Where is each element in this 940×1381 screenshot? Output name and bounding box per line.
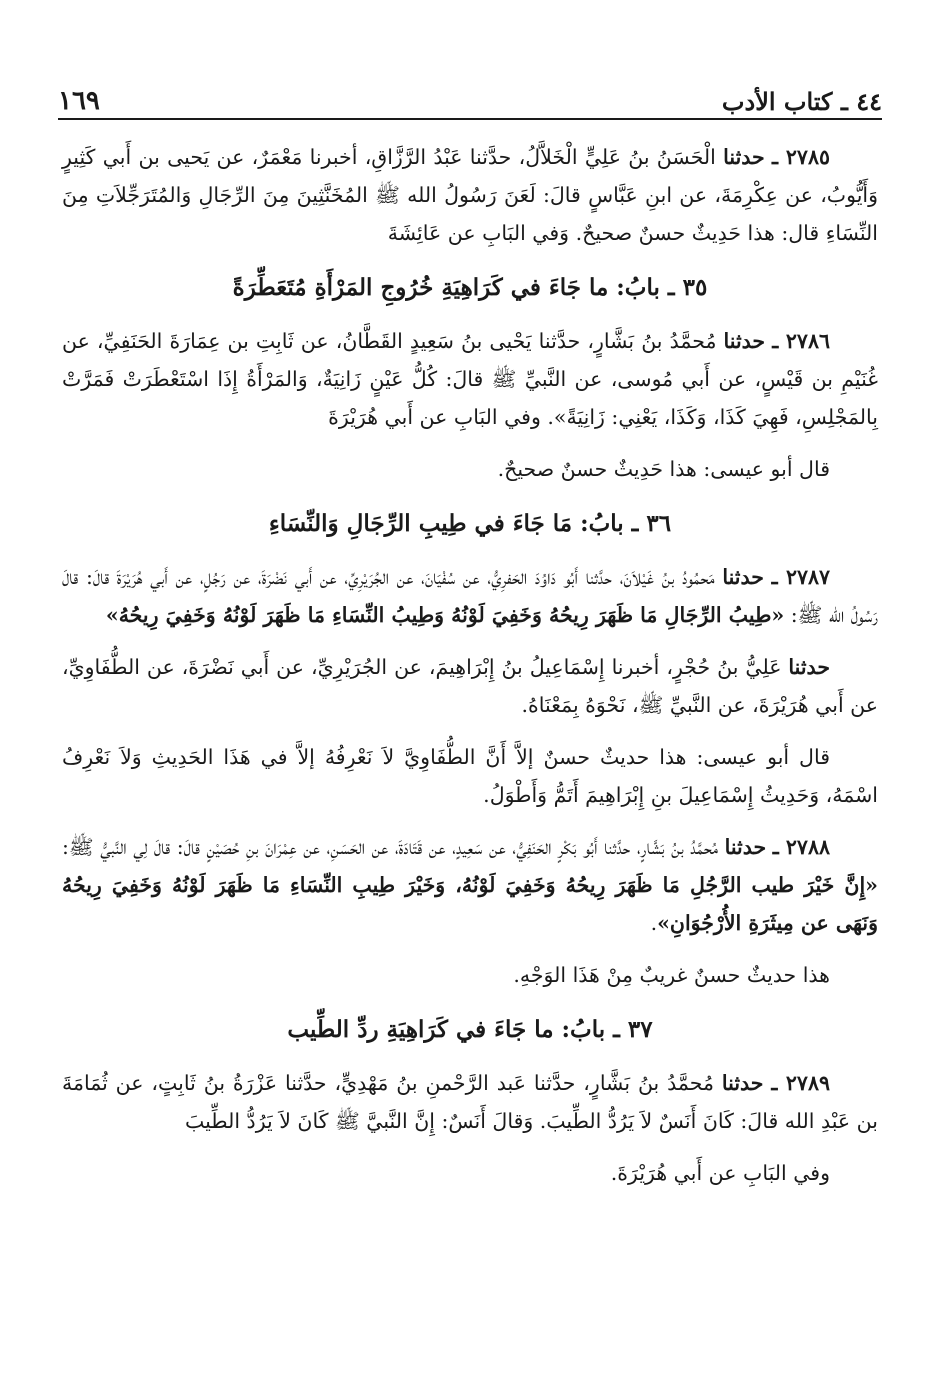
section-heading-35: ٣٥ ـ بابُ: ما جَاءَ في كَرَاهِيَةِ خُرُوجِ المَرْأَةِ مُتَعَطِّرَةً bbox=[232, 274, 708, 301]
grading-note-2788: هذا حديثٌ حسنٌ غريبٌ مِنْ هَذَا الوَجْهِ. bbox=[513, 963, 830, 987]
grading-note-2787: قال أبو عيسى: هذا حديثٌ حسنٌ إلاَّ أَنَّ الطُّفَاوِيَّ لاَ نَعْرِفُهُ إلاَّ في هَذَا الحَدِيثِ وَلاَ نَعْرِفُ اسْمَهُ، وَحَدِيثُ إِسْمَاعِيلَ بنِ إِبْرَاهِيمَ أَتَمُّ وَأَطْوَلُ. bbox=[62, 745, 878, 807]
hadith-text: مُحمَّدُ بنُ بَشَّارٍ، حدَّثنا يَحْيى بنُ سَعِيدٍ القَطَّانُ، عن ثَابِتِ بن عِمَارَةَ الحَنَفِيِّ، عن غُنَيْمِ بن قَيْسٍ، عن أَبي مُوسى، عن النَّبيِّ ﷺ قالَ: كُلُّ عَيْنٍ زَانِيَةٌ، وَالمَرْأَةُ إِذَا اسْتَعْطَرَتْ فَمَرَّتْ بِالمَجْلِسِ، فَهِيَ كَذَا، وَكَذَا، يَعْنِي: زَانِيَةً». وفي البَابِ عن أَبي هُرَيْرَةَ bbox=[62, 329, 878, 429]
hadith-text: مُحمَّدُ بنُ بَشَّارٍ، حدَّثنا أَبُو بَكْرٍ الحَنَفِيُّ، عن سَعِيدٍ، عن قَتَادَةَ، عن الحَسَنِ، عن عِمْرَانَ بنِ حُصَيْنٍ قالَ: قالَ لِي النَّبيُّ ﷺ: bbox=[62, 835, 719, 859]
hadith-2785 bbox=[62, 138, 878, 252]
chapter-title: ٤٤ ـ كتاب الأدب bbox=[721, 87, 882, 116]
hadith-number: ٢٧٨٧ ـ bbox=[771, 565, 830, 589]
page-number: ١٦٩ bbox=[58, 86, 100, 116]
section-heading-37: ٣٧ ـ بابُ: ما جَاءَ في كَرَاهِيَةِ ردِّ الطِّيب bbox=[287, 1016, 653, 1043]
hadith-lead: حدثنا bbox=[788, 655, 830, 679]
hadith-number: ٢٧٨٦ ـ bbox=[772, 329, 830, 353]
section-heading-36: ٣٦ ـ بابُ: مَا جَاءَ في طِيبِ الرِّجَالِ وَالنِّسَاءِ bbox=[268, 510, 672, 537]
page-header bbox=[58, 80, 882, 116]
closing-note-2789: وفي البَابِ عن أَبي هُرَيْرَةَ. bbox=[610, 1161, 830, 1185]
hadith-lead: حدثنا bbox=[724, 835, 767, 859]
hadith-text: عَلِيُّ بنُ حُجْرٍ، أخبرنا إِسْمَاعِيلُ بنُ إِبْرَاهِيمَ، عن الجُرَيْرِيِّ، عن أَبي نَضْرَةَ، عن الطُّفَاوِيِّ، عن أَبي هُرَيْرَةَ، عن النَّبيِّ ﷺ، نَحْوَهُ بِمَعْنَاهُ. bbox=[62, 655, 878, 717]
hadith-quote: «إِنَّ خَيْرَ طيب الرَّجُلِ مَا ظَهَرَ رِيحُهُ وَخَفِيَ لَوْنُهُ، وَخَيْرَ طِيبِ النِّسَاءِ مَا ظَهَرَ لَوْنُهُ وَخَفِيَ رِيحُهُ وَنَهَى عن مِيثَرَةِ الأُرْجُوَانِ» bbox=[62, 873, 878, 935]
hadith-lead: حدثنا bbox=[723, 145, 765, 169]
hadith-2788 bbox=[62, 828, 878, 942]
page-content bbox=[62, 138, 878, 1206]
hadith-number: ٢٧٨٩ ـ bbox=[771, 1071, 830, 1095]
hadith-2789 bbox=[62, 1064, 878, 1140]
hadith-text: مُحمَّدُ بنُ بَشَّارٍ، حدَّثنا عَبد الرَّحْمنِ بنُ مَهْدِيٍّ، حدَّثنا عَزْرَةُ بنُ ثَابِتٍ، عن ثُمَامَةَ بن عَبْدِ الله قالَ: كَانَ أَنَسٌ لاَ يَرُدُّ الطِّيبَ. وَقالَ أَنَسٌ: إِنَّ النَّبيَّ ﷺ كَانَ لاَ يَرُدُّ الطِّيبَ bbox=[62, 1071, 878, 1133]
hadith-text: مَحمُودُ بنُ غَيْلاَنَ، حدَّثنا أَبُو دَاوُدَ الحَفرِيُّ، عن سُفْيَانَ، عن الجُرَيْرِيِّ، عن أَبي نَضْرَةَ، عن رَجُلٍ، عن أَبي هُرَيْرَةَ قالَ: قالَ رَسُولُ الله ﷺ: bbox=[62, 565, 878, 627]
hadith-number: ٢٧٨٨ ـ bbox=[772, 835, 830, 859]
hadith-lead: حدثنا bbox=[722, 565, 764, 589]
hadith-2786 bbox=[62, 322, 878, 436]
hadith-tail: . bbox=[650, 911, 658, 935]
grading-note-2786: قال أبو عيسى: هذا حَدِيثٌ حسنٌ صحيحٌ. bbox=[497, 457, 830, 481]
hadith-2787-second-chain bbox=[62, 648, 878, 724]
hadith-lead: حدثنا bbox=[723, 329, 766, 353]
header-rule bbox=[58, 118, 882, 120]
hadith-lead: حدثنا bbox=[721, 1071, 764, 1095]
hadith-quote: «طِيبُ الرِّجَالِ مَا ظَهَرَ رِيحُهُ وَخَفِيَ لَوْنُهُ وَطِيبُ النِّسَاءِ مَا ظَهَرَ لَوْنُهُ وَخَفِيَ رِيحُهُ» bbox=[105, 603, 785, 627]
hadith-text: الْحَسَنُ بنُ عَلِيٍّ الْخَلاَّلُ، حدَّثنا عَبْدُ الرَّزَّاقِ، أخبرنا مَعْمَرٌ، عن يَحيى بن أَبي كَثِيرٍ وَأَيُّوبُ، عن عِكْرِمَةَ، عن ابنِ عَبَّاسٍ قالَ: لَعَنَ رَسُولُ الله ﷺ المُخَنَّثِينَ مِنَ الرِّجَالِ وَالمُتَرَجِّلاَتِ مِنَ النِّسَاءِ قال: هذا حَدِيثٌ حسنٌ صحيحٌ. وَفي البَابِ عن عَائِشَةَ bbox=[62, 145, 878, 245]
hadith-2787 bbox=[62, 558, 878, 634]
hadith-number: ٢٧٨٥ ـ bbox=[772, 145, 830, 169]
